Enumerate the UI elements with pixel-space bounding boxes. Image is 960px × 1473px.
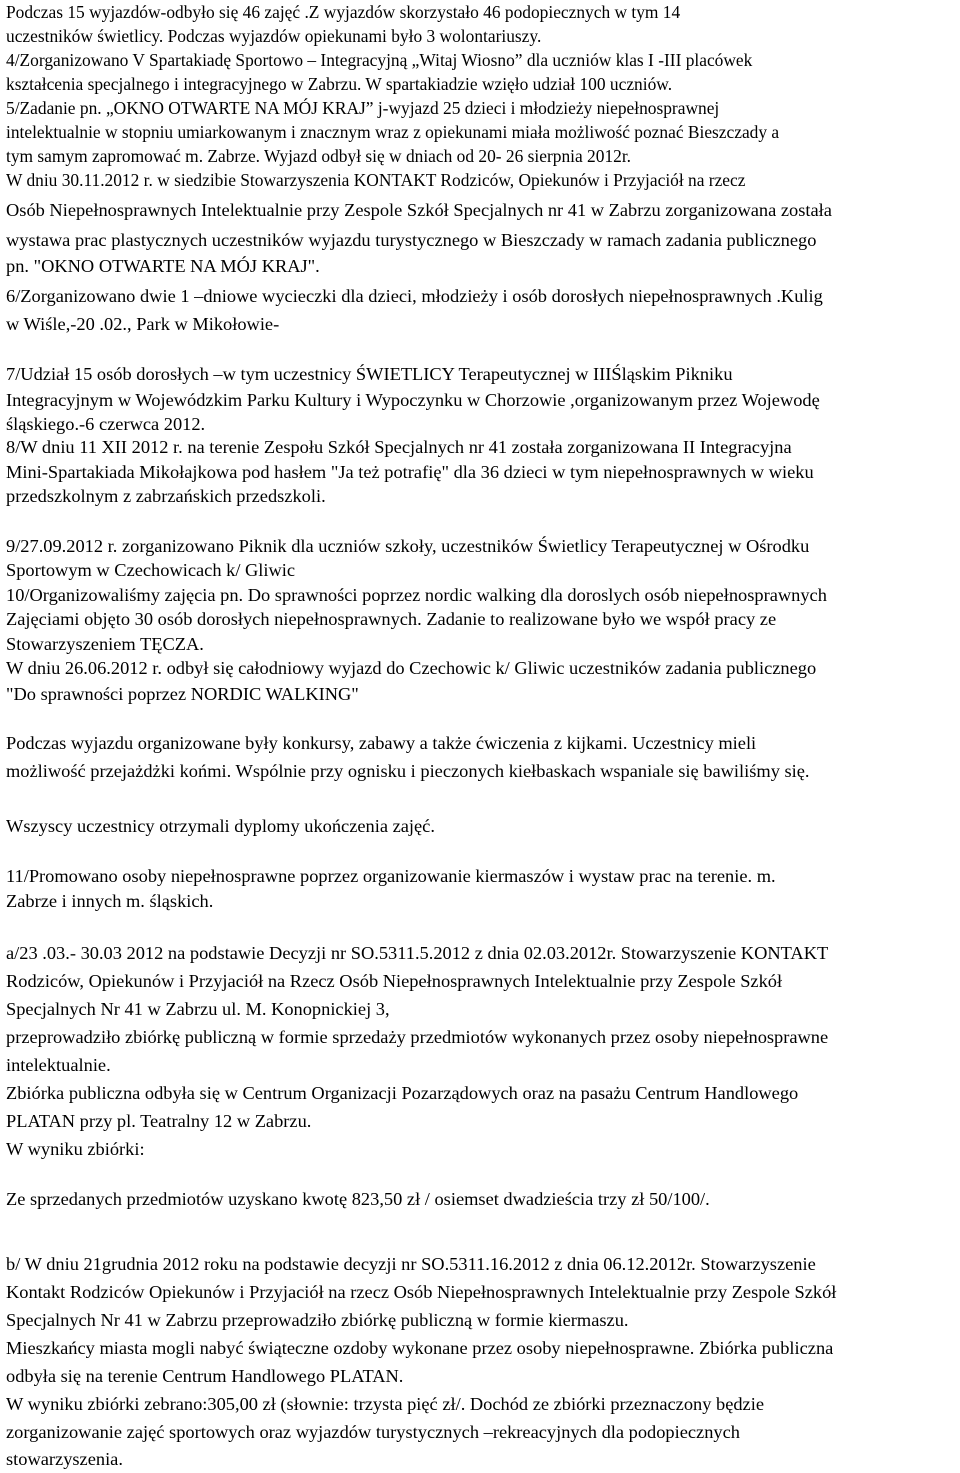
text-line: tym samym zapromować m. Zabrze. Wyjazd odbył się w dniach od 20- 26 sierpnia 2012r. (6, 146, 632, 166)
text-line: pn. "OKNO OTWARTE NA MÓJ KRAJ". (6, 256, 320, 276)
text-line: W wyniku zbiórki zebrano:305,00 zł (słownie: trzysta pięć zł/. Dochód ze zbiórki przeznaczony będzie (6, 1394, 764, 1414)
text-line: 9/27.09.2012 r. zorganizowano Piknik dla uczniów szkoły, uczestników Świetlicy Terapeutycznej w Ośrodku (6, 536, 810, 556)
text-line: przeprowadziło zbiórkę publiczną w formie sprzedaży przedmiotów wykonanych przez osoby niepełnosprawne (6, 1027, 829, 1047)
text-line: W wyniku zbiórki: (6, 1139, 145, 1159)
text-line: intelektualnie. (6, 1055, 111, 1075)
text-line: 10/Organizowaliśmy zajęcia pn. Do sprawności poprzez nordic walking dla doroslych osób niepełnosprawnych (6, 585, 827, 605)
text-line: W dniu 26.06.2012 r. odbył się całodniowy wyjazd do Czechowic k/ Gliwic uczestników zadania publicznego (6, 658, 817, 678)
text-line: PLATAN przy pl. Teatralny 12 w Zabrzu. (6, 1111, 312, 1131)
text-line: Mini-Spartakiada Mikołajkowa pod hasłem "Ja też potrafię" dla 36 dzieci w tym niepełnosprawnych w wieku (6, 462, 814, 482)
text-line: przedszkolnym z zabrzańskich przedszkoli. (6, 486, 326, 506)
text-line: Sportowym w Czechowicach k/ Gliwic (6, 560, 296, 580)
text-line: Ze sprzedanych przedmiotów uzyskano kwotę 823,50 zł / osiemset dwadzieścia trzy zł 50/100/. (6, 1189, 710, 1209)
text-line: Wszyscy uczestnicy otrzymali dyplomy ukończenia zajęć. (6, 816, 435, 836)
text-line: a/23 .03.- 30.03 2012 na podstawie Decyzji nr SO.5311.5.2012 z dnia 02.03.2012r. Stowarzyszenie KONTAKT (6, 943, 829, 963)
text-line: Stowarzyszeniem TĘCZA. (6, 634, 204, 654)
text-line: 6/Zorganizowano dwie 1 –dniowe wycieczki dla dzieci, młodzieży i osób dorosłych niepełnosprawnych .Kulig (6, 286, 823, 306)
text-line: Zbiórka publiczna odbyła się w Centrum Organizacji Pozarządowych oraz na pasażu Centrum Handlowego (6, 1083, 799, 1103)
text-line: Kontakt Rodziców Opiekunów i Przyjaciół na rzecz Osób Niepełnosprawnych Intelektualnie przy Zespole Szkół (6, 1282, 837, 1302)
text-line: możliwość przejażdżki końmi. Wspólnie przy ognisku i pieczonych kiełbaskach wspaniale się bawiliśmy się. (6, 761, 810, 781)
text-line: wystawa prac plastycznych uczestników wyjazdu turystycznego w Bieszczady w ramach zadania publicznego (6, 230, 817, 250)
text-line: 5/Zadanie pn. „OKNO OTWARTE NA MÓJ KRAJ” j-wyjazd 25 dzieci i młodzieży niepełnosprawnej (6, 98, 720, 118)
text-line: Podczas 15 wyjazdów-odbyło się 46 zajęć .Z wyjazdów skorzystało 46 podopiecznych w tym 14 (6, 2, 681, 22)
text-line: Integracyjnym w Wojewódzkim Parku Kultury i Wypoczynku w Chorzowie ,organizowanym przez Wojewodę (6, 390, 820, 410)
text-line: uczestników świetlicy. Podczas wyjazdów opiekunami było 3 wolontariuszy. (6, 26, 542, 46)
text-line: intelektualnie w stopniu umiarkowanym i znacznym wraz z opiekunami miała możliwość poznać Bieszczady a (6, 122, 780, 142)
text-line: śląskiego.-6 czerwca 2012. (6, 414, 206, 434)
text-line: kształcenia specjalnego i integracyjnego w Zabrzu. W spartakiadzie wzięło udział 100 uczniów. (6, 74, 673, 94)
text-line: 7/Udział 15 osób dorosłych –w tym uczestnicy ŚWIETLICY Terapeutycznej w IIIŚląskim Pikniku (6, 364, 733, 384)
text-line: stowarzyszenia. (6, 1449, 123, 1469)
text-line: Specjalnych Nr 41 w Zabrzu przeprowadziło zbiórkę publiczną w formie kiermaszu. (6, 1310, 629, 1330)
text-line: Zabrze i innych m. śląskich. (6, 891, 214, 911)
text-line: zorganizowanie zajęć sportowych oraz wyjazdów turystycznych –rekreacyjnych dla podopiecznych (6, 1422, 740, 1442)
text-line: 8/W dniu 11 XII 2012 r. na terenie Zespołu Szkół Specjalnych nr 41 została zorganizowana II Integracyjna (6, 437, 792, 457)
text-line: b/ W dniu 21grudnia 2012 roku na podstawie decyzji nr SO.5311.16.2012 z dnia 06.12.2012r. Stowarzyszenie (6, 1254, 816, 1274)
text-line: 11/Promowano osoby niepełnosprawne poprzez organizowanie kiermaszów i wystaw prac na terenie. m. (6, 866, 776, 886)
text-line: Zajęciami objęto 30 osób dorosłych niepełnosprawnych. Zadanie to realizowane było we współ pracy ze (6, 609, 777, 629)
text-line: "Do sprawności poprzez NORDIC WALKING" (6, 684, 359, 704)
text-line: Osób Niepełnosprawnych Intelektualnie przy Zespole Szkół Specjalnych nr 41 w Zabrzu zorganizowana została (6, 200, 832, 220)
text-line: W dniu 30.11.2012 r. w siedzibie Stowarzyszenia KONTAKT Rodziców, Opiekunów i Przyjaciół na rzecz (6, 170, 746, 190)
text-line: Mieszkańcy miasta mogli nabyć świąteczne ozdoby wykonane przez osoby niepełnosprawne. Zbiórka publiczna (6, 1338, 834, 1358)
text-line: Specjalnych Nr 41 w Zabrzu ul. M. Konopnickiej 3, (6, 999, 390, 1019)
text-line: Podczas wyjazdu organizowane były konkursy, zabawy a także ćwiczenia z kijkami. Uczestnicy mieli (6, 733, 757, 753)
text-line: Rodziców, Opiekunów i Przyjaciół na Rzecz Osób Niepełnosprawnych Intelektualnie przy Zespole Szkół (6, 971, 783, 991)
text-line: odbyła się na terenie Centrum Handlowego PLATAN. (6, 1366, 404, 1386)
text-line: 4/Zorganizowano V Spartakiadę Sportowo – Integracyjną „Witaj Wiosno” dla uczniów klas I -III placówek (6, 50, 753, 70)
text-line: w Wiśle,-20 .02., Park w Mikołowie- (6, 314, 280, 334)
